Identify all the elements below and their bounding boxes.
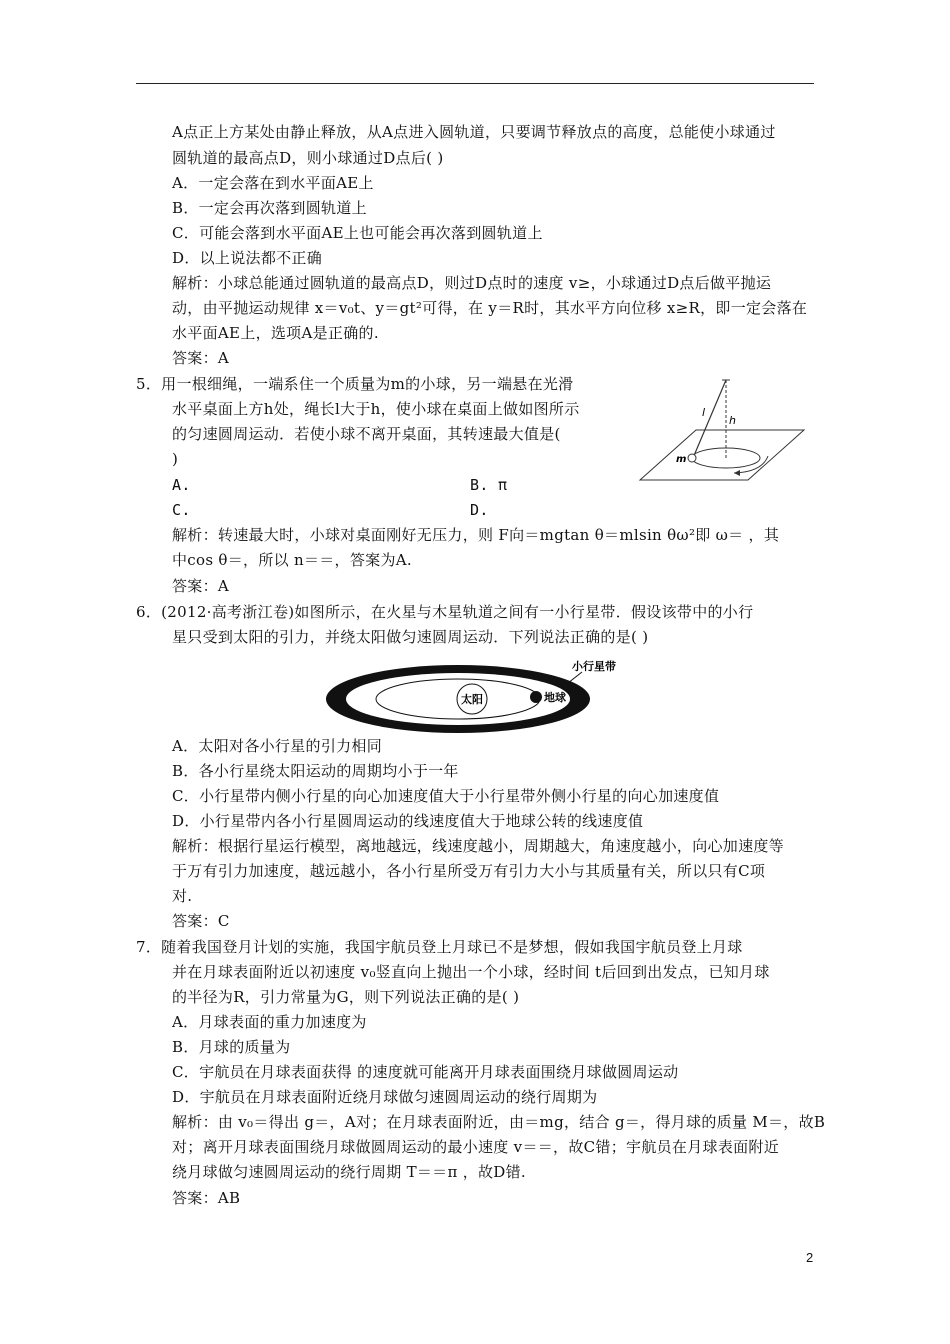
q7-stem-line-1: 7．随着我国登月计划的实施，我国宇航员登上月球已不是梦想，假如我国宇航员登上月球 bbox=[136, 938, 743, 956]
q6-explanation-line-1: 解析：根据行星运行模型，离地越远，线速度越小，周期越大，角速度越小，向心加速度等 bbox=[172, 837, 785, 855]
q4-option-d: D．以上说法都不正确 bbox=[172, 249, 323, 267]
q5-stem-line-4: ) bbox=[172, 450, 179, 468]
q4-explanation-line-3: 水平面AE上，选项A是正确的. bbox=[172, 324, 379, 342]
label-l: l bbox=[702, 406, 706, 419]
q5-stem-line-1: 5．用一根细绳，一端系住一个质量为m的小球，另一端悬在光滑 bbox=[136, 375, 574, 393]
header-rule bbox=[136, 83, 814, 84]
q7-explanation-line-1: 解析：由 v₀＝得出 g＝，A对；在月球表面附近，由＝mg，结合 g＝，得月球的质量 M＝，故B bbox=[172, 1113, 826, 1131]
ball bbox=[688, 454, 696, 462]
q6-stem-line-1: 6．(2012·高考浙江卷)如图所示，在火星与木星轨道之间有一小行星带．假设该带中的小行 bbox=[136, 603, 754, 621]
q6-option-d: D．小行星带内各小行星圆周运动的线速度值大于地球公转的线速度值 bbox=[172, 812, 644, 830]
belt-label-pointer bbox=[568, 672, 582, 683]
q6-option-a: A．太阳对各小行星的引力相同 bbox=[172, 737, 383, 755]
q7-option-d: D．宇航员在月球表面附近绕月球做匀速圆周运动的绕行周期为 bbox=[172, 1088, 598, 1106]
page-number: 2 bbox=[806, 1250, 814, 1265]
q6-answer: 答案：C bbox=[172, 912, 230, 930]
belt-label: 小行星带 bbox=[572, 660, 616, 673]
q7-option-b: B．月球的质量为 bbox=[172, 1038, 291, 1056]
q5-explanation-line-1: 解析：转速最大时，小球对桌面刚好无压力，则 F向＝mgtan θ＝mlsin θω²即 ω＝ ，其 bbox=[172, 526, 780, 544]
q7-option-a: A．月球表面的重力加速度为 bbox=[172, 1013, 367, 1031]
q4-explanation-line-1: 解析：小球总能通过圆轨道的最高点D，则过D点时的速度 v≥，小球通过D点后做平抛运 bbox=[172, 274, 772, 292]
label-h: h bbox=[729, 414, 736, 427]
q6-explanation-line-3: 对. bbox=[172, 887, 193, 905]
q7-explanation-line-2: 对；离开月球表面围绕月球做圆周运动的最小速度 v＝＝，故C错；宇航员在月球表面附近 bbox=[172, 1138, 780, 1156]
earth bbox=[530, 691, 542, 703]
q7-explanation-line-3: 绕月球做匀速圆周运动的绕行周期 T＝＝π ，故D错. bbox=[172, 1163, 526, 1181]
q5-option-a: A. bbox=[172, 476, 191, 494]
sun-label: 太阳 bbox=[461, 693, 483, 706]
q6-option-b: B．各小行星绕太阳运动的周期均小于一年 bbox=[172, 762, 459, 780]
q5-option-c: C. bbox=[172, 501, 191, 519]
table-surface bbox=[640, 430, 804, 480]
q4-answer: 答案：A bbox=[172, 349, 230, 367]
q5-stem-line-2: 水平桌面上方h处，绳长l大于h，使小球在桌面上做如图所示 bbox=[172, 400, 580, 418]
q7-stem-line-3: 的半径为R，引力常量为G，则下列说法正确的是( ) bbox=[172, 988, 520, 1006]
q6-stem-line-2: 星只受到太阳的引力，并绕太阳做匀速圆周运动．下列说法正确的是( ) bbox=[172, 628, 649, 646]
q5-option-d: D. bbox=[470, 501, 489, 519]
conical-pendulum-figure bbox=[638, 372, 806, 490]
q4-stem-line-1: A点正上方某处由静止释放，从A点进入圆轨道，只要调节释放点的高度，总能使小球通过 bbox=[172, 123, 776, 141]
q7-stem-line-2: 并在月球表面附近以初速度 v₀竖直向上抛出一个小球，经时间 t后回到出发点，已知月球 bbox=[172, 963, 770, 981]
q5-explanation-line-2: 中cos θ＝，所以 n＝＝，答案为A. bbox=[172, 551, 412, 569]
rotation-arrowhead bbox=[734, 470, 740, 476]
q7-answer: 答案：AB bbox=[172, 1189, 241, 1207]
earth-label: 地球 bbox=[544, 691, 566, 704]
q5-answer: 答案：A bbox=[172, 577, 230, 595]
string-line bbox=[693, 380, 726, 458]
q4-option-b: B．一定会再次落到圆轨道上 bbox=[172, 199, 367, 217]
q4-option-c: C．可能会落到水平面AE上也可能会再次落到圆轨道上 bbox=[172, 224, 543, 242]
q5-stem-line-3: 的匀速圆周运动．若使小球不离开桌面，其转速最大值是( bbox=[172, 425, 561, 443]
asteroid-belt-figure bbox=[320, 656, 640, 736]
label-m: m bbox=[676, 454, 687, 465]
q4-stem-line-2: 圆轨道的最高点D，则小球通过D点后( ) bbox=[172, 149, 444, 167]
q7-option-c: C．宇航员在月球表面获得 的速度就可能离开月球表面围绕月球做圆周运动 bbox=[172, 1063, 679, 1081]
q4-explanation-line-2: 动，由平抛运动规律 x＝v₀t、y＝gt²可得，在 y＝R时，其水平方向位移 x≥R，即一定会落在 bbox=[172, 299, 808, 317]
q5-option-b: B. π bbox=[470, 476, 508, 494]
q4-option-a: A．一定会落在到水平面AE上 bbox=[172, 174, 374, 192]
q6-option-c: C．小行星带内侧小行星的向心加速度值大于小行星带外侧小行星的向心加速度值 bbox=[172, 787, 720, 805]
q6-explanation-line-2: 于万有引力加速度，越远越小，各小行星所受万有引力大小与其质量有关，所以只有C项 bbox=[172, 862, 766, 880]
